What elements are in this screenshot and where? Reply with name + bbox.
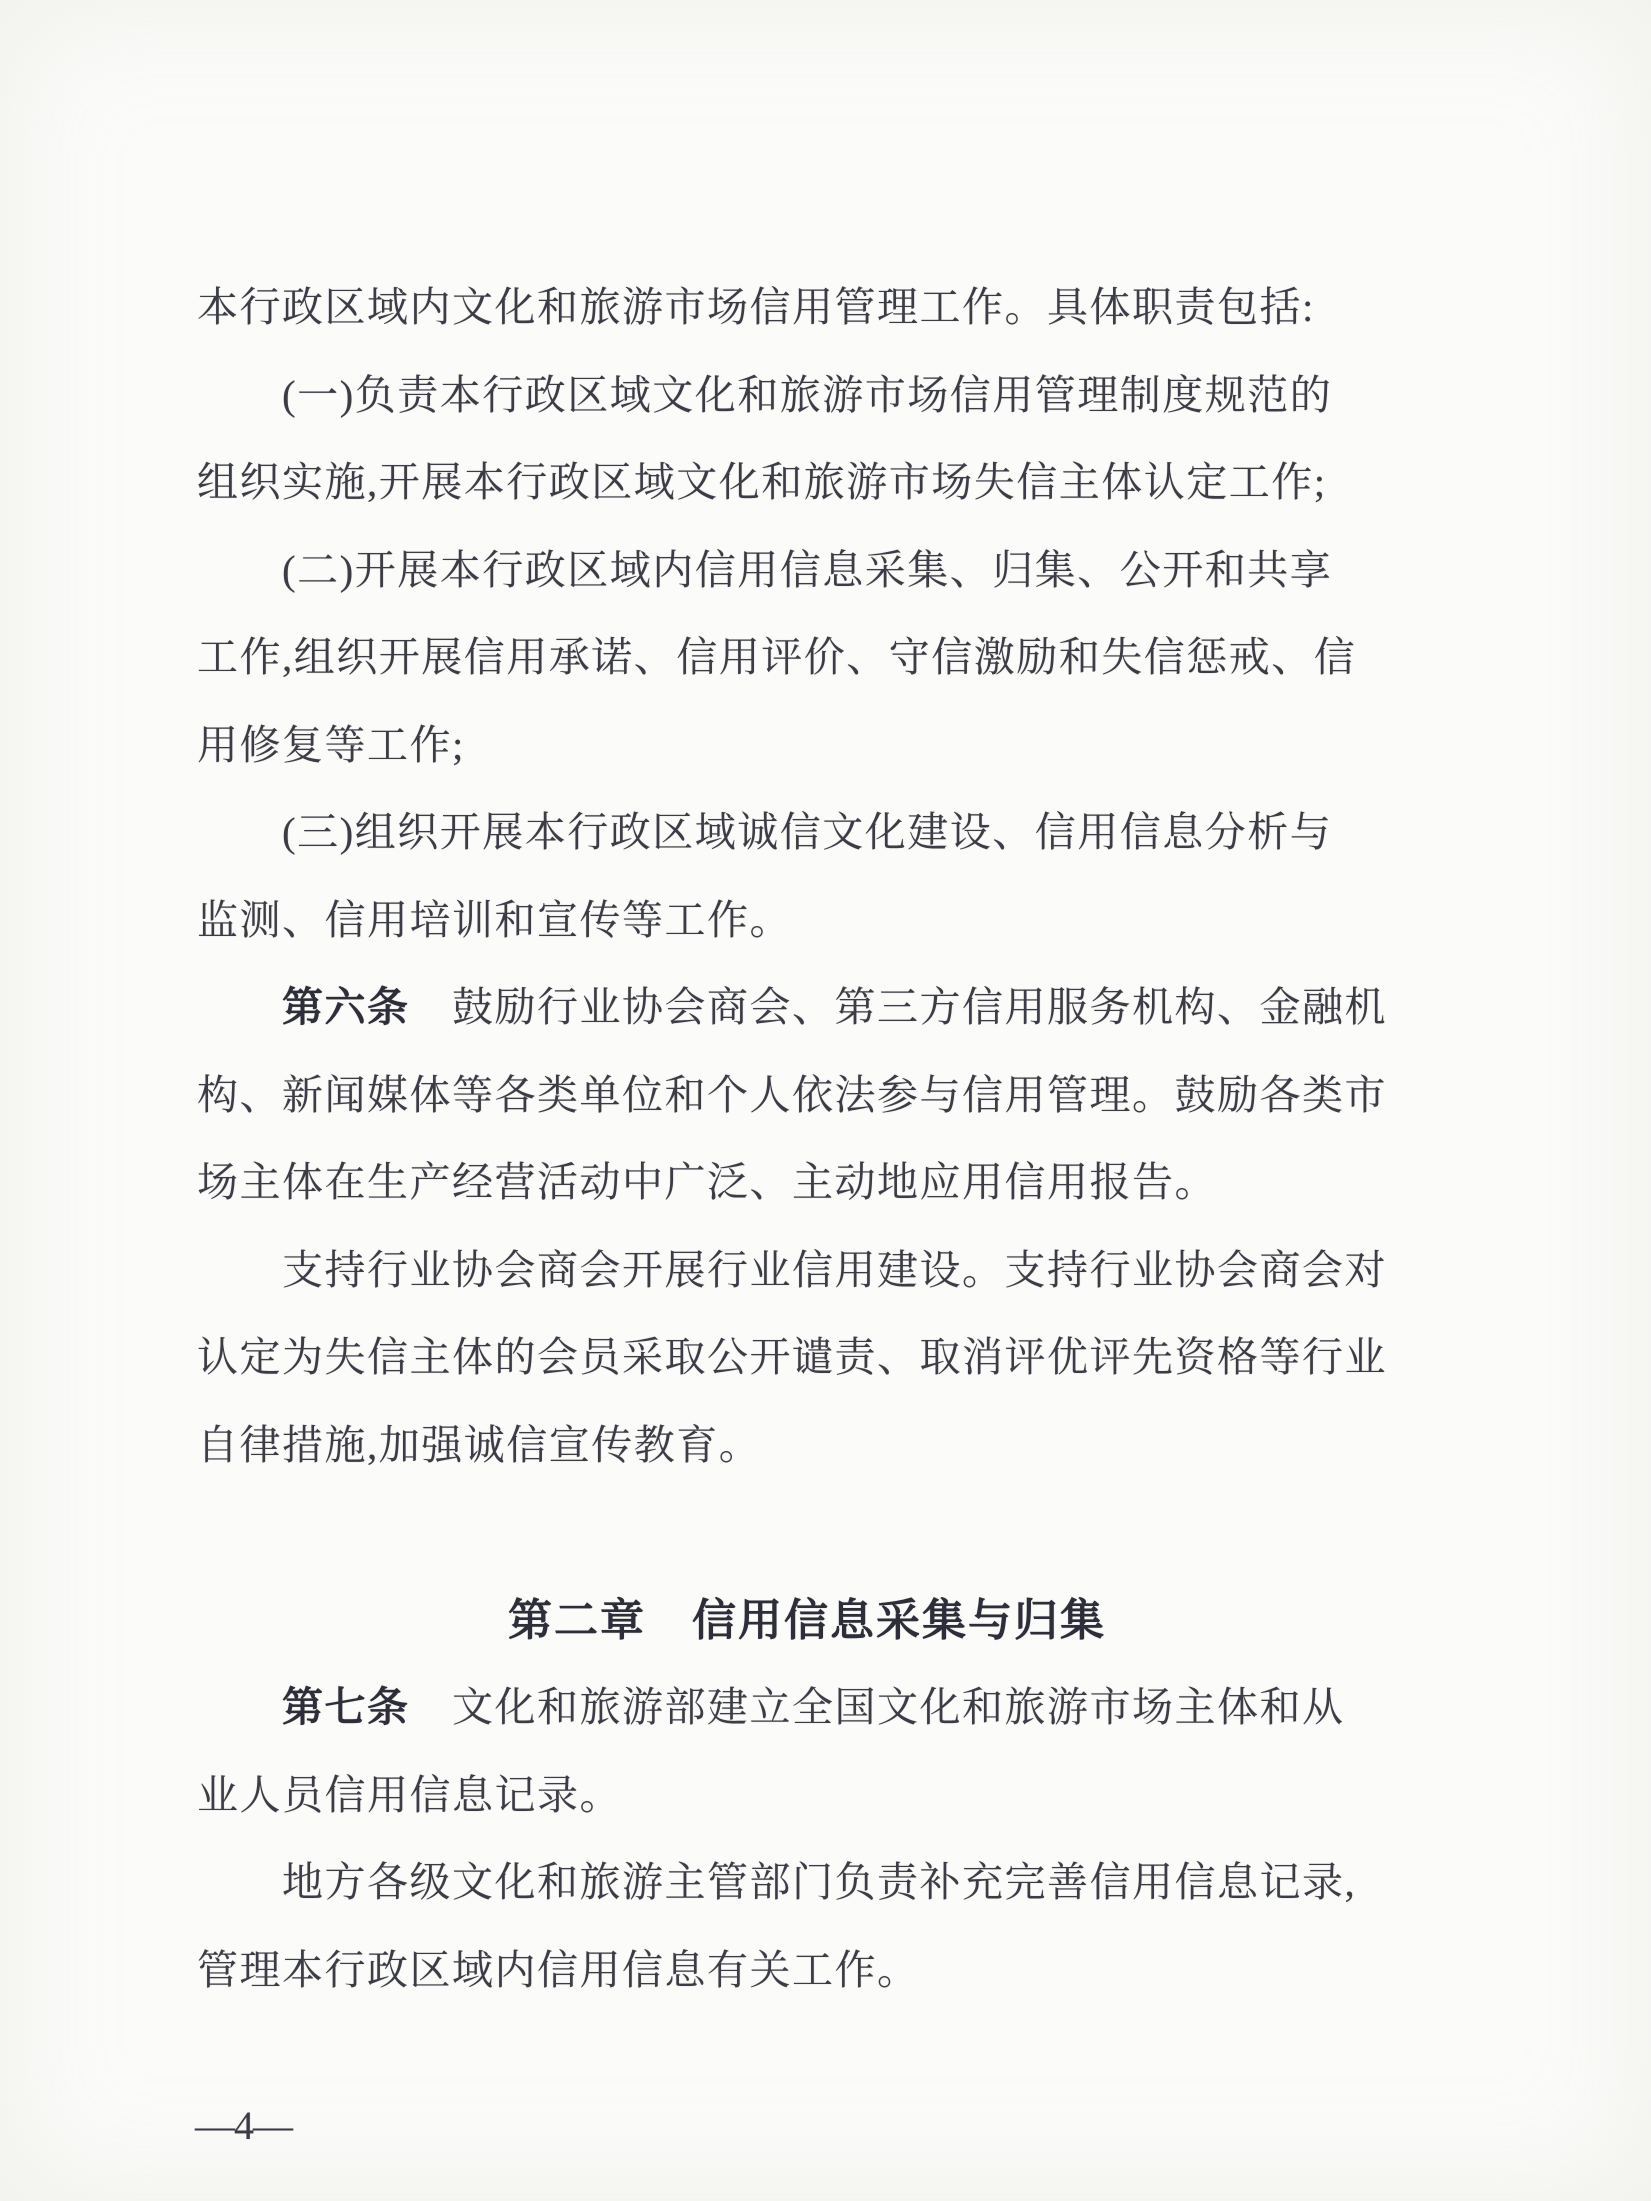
- paragraph-continuation-line: [197, 264, 1417, 352]
- article-7-para-2-line-2: [197, 1927, 1417, 2015]
- chapter-2-heading: [197, 1577, 1417, 1665]
- article-6-para-2-line-3: [197, 1402, 1417, 1490]
- article-7-number: 第七条: [282, 1684, 410, 1730]
- item-2-line-1: [197, 527, 1417, 615]
- text-segment: 用修复等工作;: [197, 721, 465, 768]
- article-6-para-2-line-2: [197, 1314, 1417, 1402]
- text-segment: 认定为失信主体的会员采取公开谴责、取消评优评先资格等行业: [197, 1334, 1387, 1380]
- article-6-para-2-line-1: [197, 1227, 1417, 1315]
- text-segment: 场主体在生产经营活动中广泛、主动地应用信用报告。: [197, 1159, 1217, 1205]
- text-segment: 构、新闻媒体等各类单位和个人依法参与信用管理。鼓励各类市: [197, 1071, 1387, 1118]
- article-6-number: 第六条: [282, 984, 410, 1030]
- item-1-line-1: [197, 352, 1417, 440]
- chapter-2-heading-text: 第二章 信用信息采集与归集: [508, 1595, 1106, 1645]
- item-3-line-2: [197, 877, 1417, 965]
- article-6-line-3: [197, 1139, 1417, 1227]
- article-7-line-1: [197, 1664, 1417, 1752]
- text-segment: 管理本行政区域内信用信息有关工作。: [197, 1946, 920, 1993]
- text-segment: (一)负责本行政区域文化和旅游市场信用管理制度规范的: [282, 371, 1333, 418]
- text-segment: 自律措施,加强诚信宣传教育。: [197, 1421, 762, 1468]
- document-body: [197, 264, 1417, 2014]
- text-segment: 鼓励行业协会商会、第三方信用服务机构、金融机: [409, 984, 1387, 1030]
- article-6-line-1: [197, 964, 1417, 1052]
- text-segment: 业人员信用信息记录。: [197, 1771, 622, 1818]
- text-segment: 工作,组织开展信用承诺、信用评价、守信激励和失信惩戒、信: [197, 634, 1357, 680]
- text-segment: 本行政区域内文化和旅游市场信用管理工作。具体职责包括:: [197, 284, 1315, 330]
- text-segment: (三)组织开展本行政区域诚信文化建设、信用信息分析与: [282, 809, 1333, 855]
- item-2-line-2: [197, 614, 1417, 702]
- spacer-line: [197, 1489, 1417, 1577]
- text-segment: 组织实施,开展本行政区域文化和旅游市场失信主体认定工作;: [197, 459, 1327, 505]
- item-3-line-1: [197, 789, 1417, 877]
- article-6-line-2: [197, 1052, 1417, 1140]
- article-7-para-2-line-1: [197, 1839, 1417, 1927]
- item-1-line-2: [197, 439, 1417, 527]
- item-2-line-3: [197, 702, 1417, 790]
- page-number: —4—: [195, 2103, 292, 2148]
- text-segment: 支持行业协会商会开展行业信用建设。支持行业协会商会对: [282, 1246, 1387, 1293]
- text-segment: 文化和旅游部建立全国文化和旅游市场主体和从: [409, 1684, 1345, 1730]
- text-segment: 地方各级文化和旅游主管部门负责补充完善信用信息记录,: [282, 1859, 1357, 1905]
- text-segment: 监测、信用培训和宣传等工作。: [197, 896, 792, 943]
- text-segment: (二)开展本行政区域内信用信息采集、归集、公开和共享: [282, 546, 1333, 593]
- article-7-line-2: [197, 1752, 1417, 1840]
